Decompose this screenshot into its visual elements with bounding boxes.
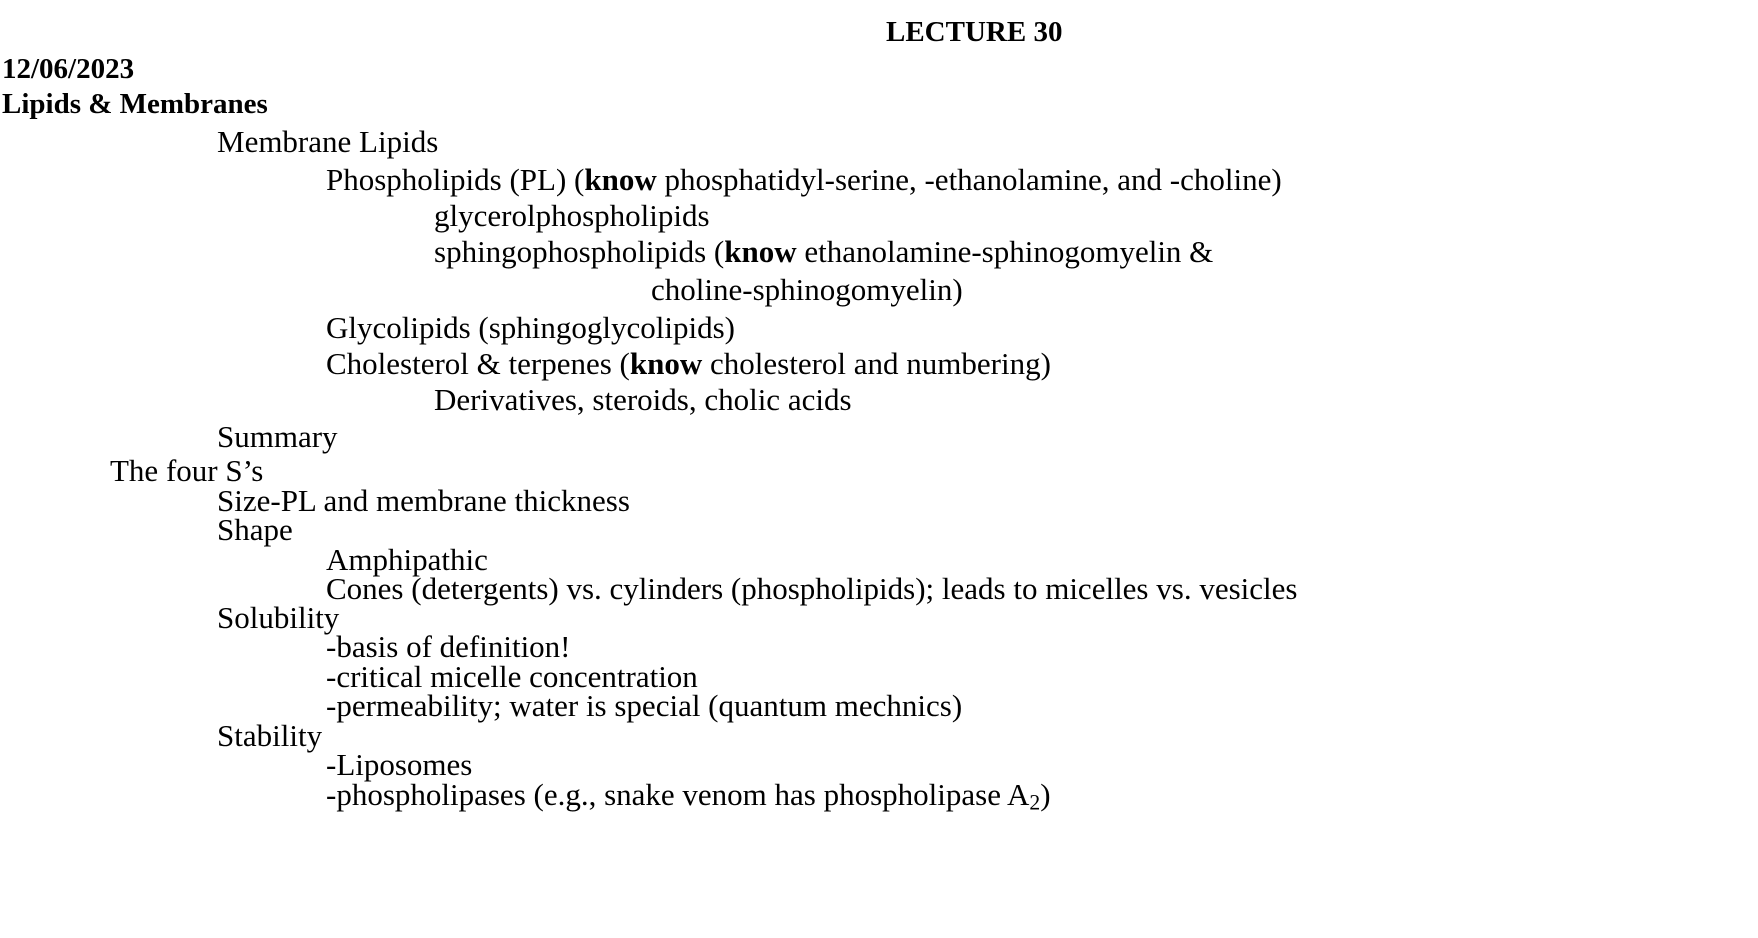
outline-glycolipids: Glycolipids (sphingoglycolipids) <box>326 310 736 345</box>
cholesterol-prefix: Cholesterol & terpenes ( <box>326 346 630 381</box>
cholesterol-know: know <box>629 346 703 381</box>
stability-liposomes: -Liposomes <box>326 747 473 782</box>
cholesterol-suffix: cholesterol and numbering) <box>702 346 1051 381</box>
phospholipids-suffix: phosphatidyl-serine, -ethanolamine, and -choline) <box>656 162 1282 197</box>
phospholipids-prefix: Phospholipids (PL) ( <box>326 162 585 197</box>
outline-summary: Summary <box>217 419 338 454</box>
phospholipases-close: ) <box>1040 777 1051 812</box>
topic-heading: Lipids & Membranes <box>2 88 268 120</box>
outline-glycerolphospholipids: glycerolphospholipids <box>434 198 710 233</box>
four-s-stability: Stability <box>217 718 323 753</box>
four-s-shape: Shape <box>217 512 293 547</box>
sphingo-suffix: ethanolamine-sphinogomyelin & <box>796 234 1214 269</box>
solubility-cmc: -critical micelle concentration <box>326 659 698 694</box>
four-s-heading: The four S’s <box>110 453 264 488</box>
outline-cholesterol <box>326 348 1051 379</box>
outline-derivatives: Derivatives, steroids, cholic acids <box>434 382 852 417</box>
four-s-size: Size-PL and membrane thickness <box>217 483 630 518</box>
shape-cones: Cones (detergents) vs. cylinders (phospholipids); leads to micelles vs. vesicles <box>326 571 1298 606</box>
outline-sphingophospholipids <box>434 236 1213 267</box>
solubility-basis: -basis of definition! <box>326 629 571 664</box>
outline-phospholipids <box>326 164 1282 195</box>
outline-membrane-lipids: Membrane Lipids <box>217 124 439 159</box>
stability-phospholipases <box>326 777 1051 815</box>
phospholipases-subscript: 2 <box>1029 790 1041 815</box>
phospholipids-know: know <box>584 162 657 197</box>
lecture-title: LECTURE 30 <box>886 16 1063 48</box>
outline-sphingo-continued: choline-sphinogomyelin) <box>651 272 963 307</box>
phospholipases-text: -phospholipases (e.g., snake venom has phospholipase A <box>326 777 1030 812</box>
solubility-permeability: -permeability; water is special (quantum mechnics) <box>326 688 963 723</box>
sphingo-know: know <box>724 234 797 269</box>
shape-amphipathic: Amphipathic <box>326 542 488 577</box>
lecture-date: 12/06/2023 <box>2 53 135 85</box>
four-s-solubility: Solubility <box>217 600 340 635</box>
sphingo-prefix: sphingophospholipids ( <box>434 234 725 269</box>
